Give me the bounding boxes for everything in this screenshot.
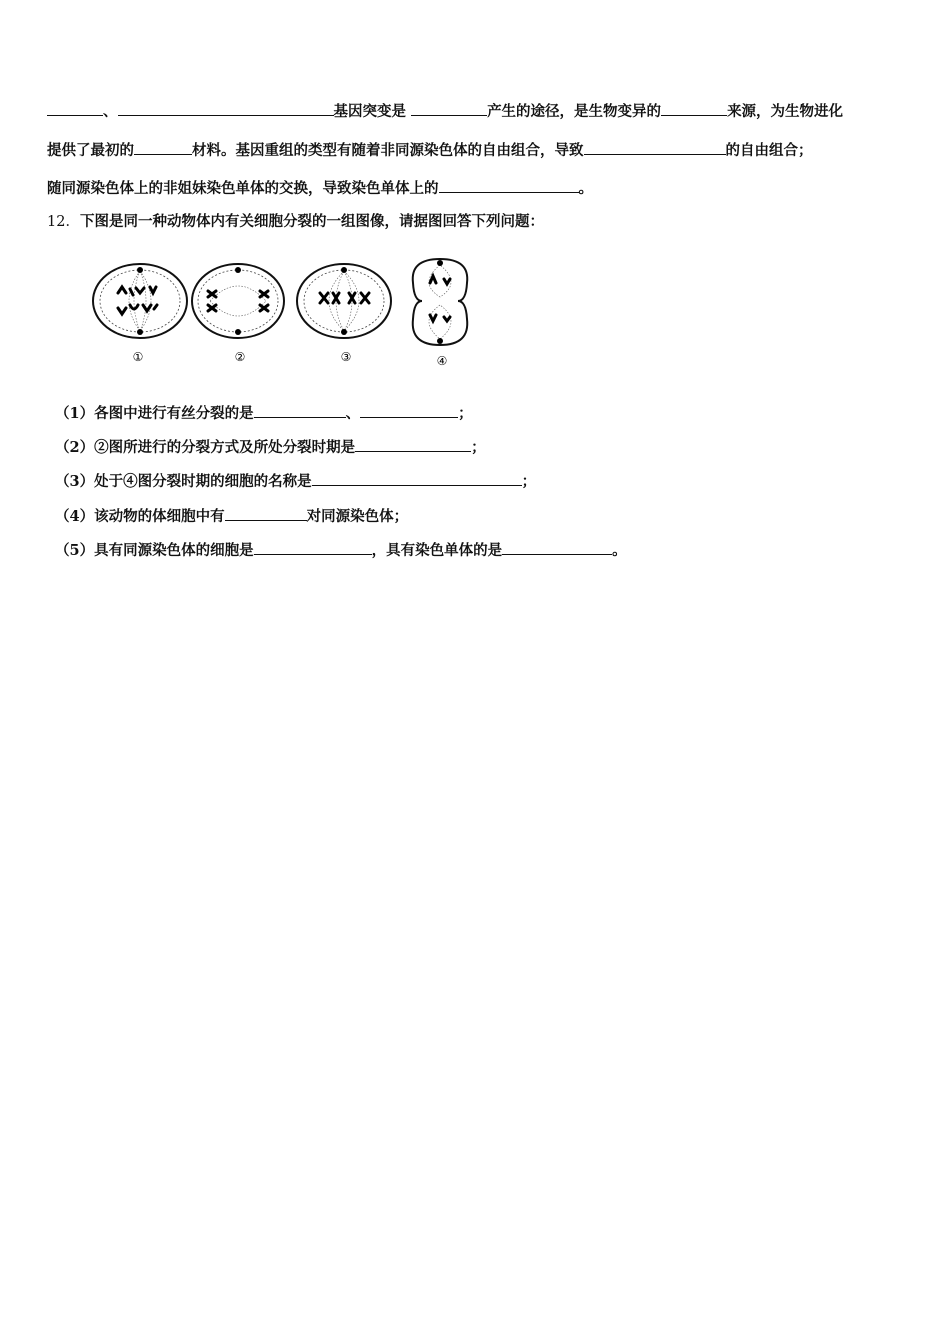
- subquestion-5: [55, 540, 627, 561]
- text: （1）各图中进行有丝分裂的是: [55, 405, 254, 422]
- cell-label: ②: [234, 350, 246, 364]
- text: 、: [103, 103, 118, 120]
- text: （4）该动物的体细胞中有: [55, 508, 225, 525]
- text: 随同源染色体上的非姐妹染色单体的交换，导致染色单体上的: [47, 180, 439, 197]
- question-12-stem: [47, 212, 544, 232]
- text: （2）②图所进行的分裂方式及所处分裂时期是: [55, 439, 356, 456]
- blank[interactable]: [225, 506, 307, 521]
- blank[interactable]: [502, 540, 612, 555]
- text: 、: [345, 405, 361, 422]
- text: 材料。基因重组的类型有随着非同源染色体的自由组合，导致: [192, 142, 584, 159]
- cell-label: ③: [340, 350, 352, 364]
- blank[interactable]: [411, 101, 487, 116]
- text: 基因突变是: [333, 103, 406, 120]
- intro-line-3: [47, 178, 593, 199]
- subquestion-1: [55, 403, 473, 424]
- blank[interactable]: [312, 471, 522, 486]
- cell-2: [192, 264, 284, 364]
- cell-4: [413, 259, 468, 368]
- subquestion-4: [55, 506, 408, 527]
- blank[interactable]: [439, 178, 579, 193]
- text: 产生的途径，是生物变异的: [487, 103, 662, 120]
- text: 来源，为生物进化: [727, 103, 844, 120]
- intro-line-1: [47, 101, 843, 122]
- blank[interactable]: [134, 140, 192, 155]
- blank[interactable]: [360, 403, 458, 418]
- question-number: 12．: [47, 214, 80, 230]
- blank[interactable]: [254, 540, 372, 555]
- text: 的自由组合；: [725, 142, 813, 159]
- blank[interactable]: [47, 101, 103, 116]
- text: ；: [471, 439, 486, 456]
- subquestion-2: [55, 437, 486, 458]
- blank[interactable]: [661, 101, 727, 116]
- blank[interactable]: [584, 140, 726, 155]
- blank[interactable]: [118, 101, 334, 116]
- blank[interactable]: [355, 437, 471, 452]
- text: ；: [521, 473, 537, 490]
- text: ，具有染色单体的是: [371, 542, 503, 559]
- text: 。: [612, 542, 627, 559]
- text: （3）处于④图分裂时期的细胞的名称是: [55, 473, 312, 490]
- cell-label: ①: [132, 350, 144, 364]
- question-text: 下图是同一种动物体内有关细胞分裂的一组图像，请据图回答下列问题：: [79, 213, 544, 230]
- blank[interactable]: [254, 403, 346, 418]
- text: ；: [458, 405, 473, 422]
- text: 。: [578, 180, 593, 197]
- text: 提供了最初的: [47, 142, 134, 159]
- cell-label: ④: [436, 354, 448, 368]
- cell-3: [297, 264, 391, 364]
- intro-line-2: [47, 140, 813, 161]
- cell-division-figure: [88, 253, 488, 371]
- cell-1: [93, 264, 187, 364]
- text: 对同源染色体；: [306, 508, 409, 525]
- subquestion-3: [55, 471, 536, 492]
- text: （5）具有同源染色体的细胞是: [55, 542, 254, 559]
